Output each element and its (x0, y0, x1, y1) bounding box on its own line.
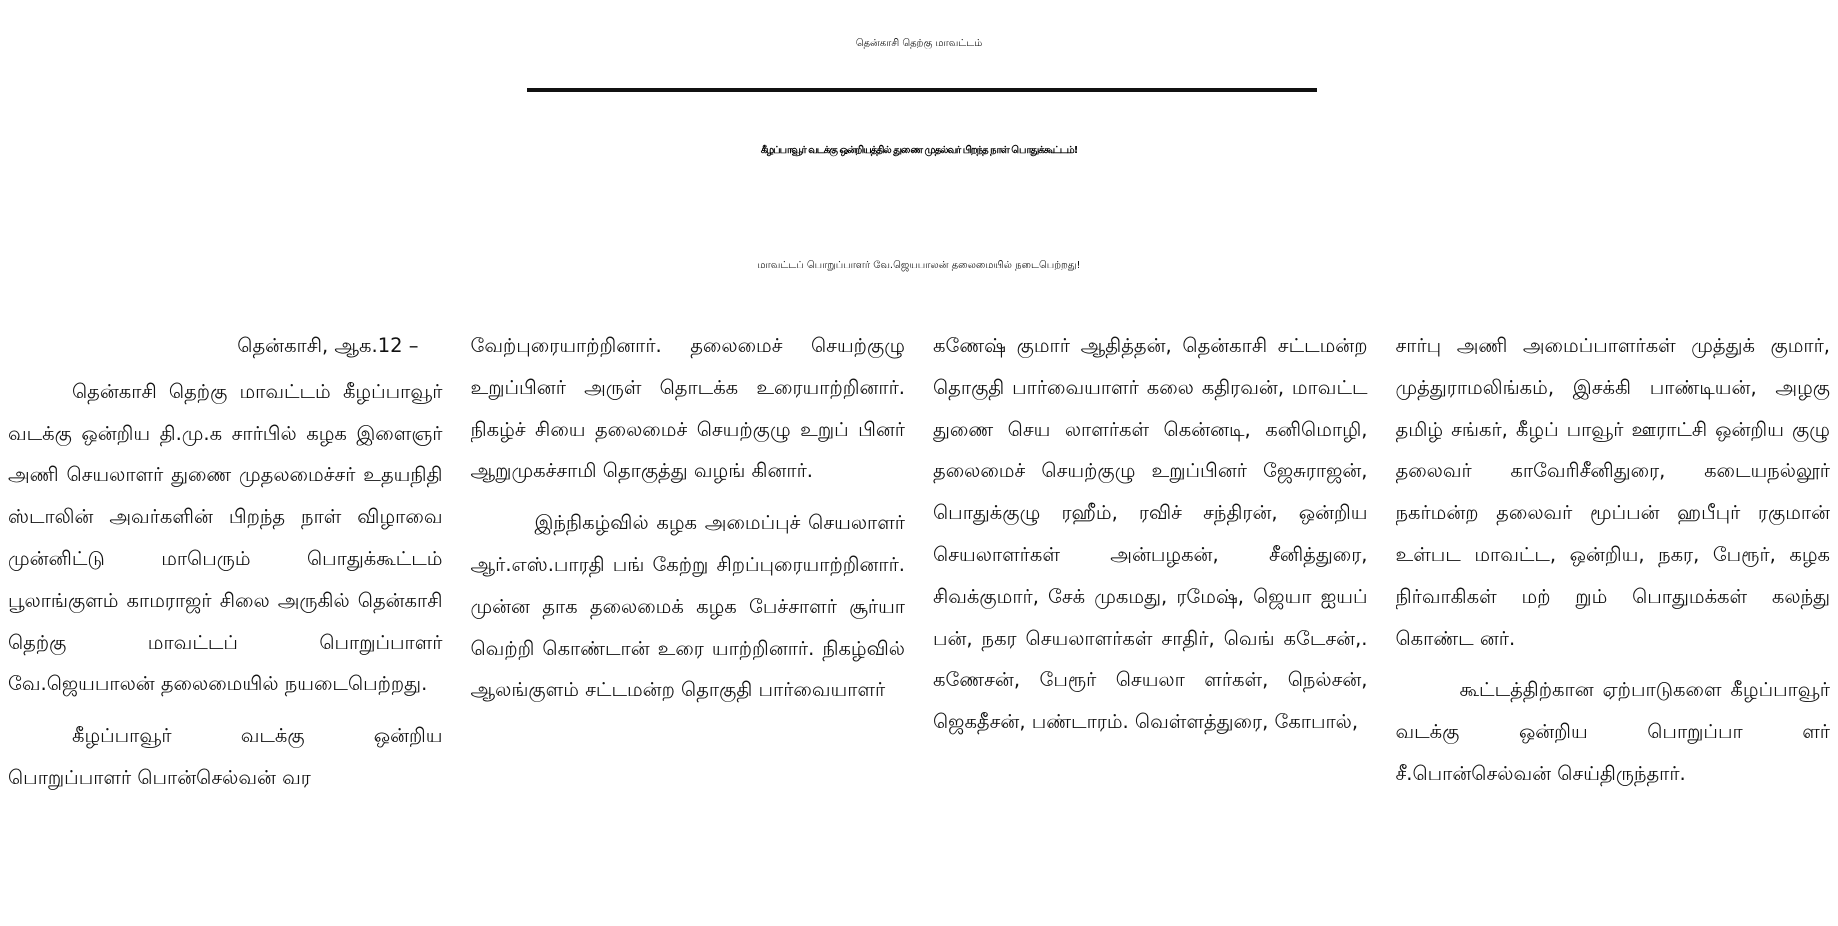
article-body (8, 325, 1830, 923)
kicker-underline (527, 88, 1317, 92)
column-1 (8, 325, 443, 923)
subheadline: மாவட்டப் பொறுப்பாளர் வே.ஜெயபாலன் தலைமையில் நடைபெற்றது! (757, 260, 1081, 271)
paragraph: கணேஷ் குமார் ஆதித்தன், தென்காசி சட்டமன்ற தொகுதி பார்வையாளர் கலை கதிரவன், மாவட்ட துணை செய லாளர்கள் கென்னடி, கனிமொழி, தலைமைச் செயற்குழு உறுப்பினர் ஜேசுராஜன், பொதுக்குழு ரஹீம், ரவிச் சந்திரன், ஒன்றிய செயலாளர்கள் அன்பழகன், சீனித்துரை, சிவக்குமார், சேக் முகமது, ரமேஷ், ஜெயா ஐயப் பன், நகர செயலாளர்கள் சாதிர், வெங் கடேசன்,. கணேசன், பேரூர் செயலா ளர்கள், நெல்சன், ஜெகதீசன், பண்டாரம். வெள்ளத்துரை, கோபால், (933, 334, 1368, 734)
section-kicker: தென்காசி தெற்கு மாவட்டம் (855, 38, 983, 49)
paragraph: வேற்புரையாற்றினார். தலைமைச் செயற்குழு உறுப்பினர் அருள் தொடக்க உரையாற்றினார். நிகழ்ச் சியை தலைமைச் செயற்குழு உறுப் பினர் ஆறுமுகச்சாமி தொகுத்து வழங் கினார். (470, 334, 905, 483)
paragraph: கீழப்பாவூர் வடக்கு ஒன்றிய பொறுப்பாளர் பொன்செல்வன் வர (8, 724, 443, 789)
paragraph: தென்காசி தெற்கு மாவட்டம் கீழப்பாவூர் வடக்கு ஒன்றிய தி.மு.க சார்பில் கழக இளைஞர் அணி செயலாளர் துணை முதலமைச்சர் உதயநிதி ஸ்டாலின் அவர்களின் பிறந்த நாள் விழாவை முன்னிட்டு மாபெரும் பொதுக்கூட்டம் பூலாங்குளம் காமராஜர் சிலை அருகில் தென்காசி தெற்கு மாவட்டப் பொறுப்பாளர் வே.ஜெயபாலன் தலைமையில் நயடைபெற்றது. (8, 379, 443, 696)
headline: கீழப்பாவூர் வடக்கு ஒன்றியத்தில் துணை முதல்வர் பிறந்த நாள் பொதுக்கூட்டம்! (760, 145, 1078, 156)
paragraph: இந்நிகழ்வில் கழக அமைப்புச் செயலாளர் ஆர்.எஸ்.பாரதி பங் கேற்று சிறப்புரையாற்றினார். முன்ன தாக தலைமைக் கழக பேச்சாளர் சூர்யா வெற்றி கொண்டான் உரை யாற்றினார். நிகழ்வில் ஆலங்குளம் சட்டமன்ற தொகுதி பார்வையாளர் (470, 511, 905, 702)
paragraph: சார்பு அணி அமைப்பாளர்கள் முத்துக் குமார், முத்துராமலிங்கம், இசக்கி பாண்டியன், அழகு தமிழ் சங்கர், கீழப் பாவூர் ஊராட்சி ஒன்றிய குழு தலைவர் காவேரிசீனிதுரை, கடையநல்லூர் நகர்மன்ற தலைவர் மூப்பன் ஹபீபுர் ரகுமான் உள்பட மாவட்ட, ஒன்றிய, நகர, பேரூர், கழக நிர்வாகிகள் மற் றும் பொதுமக்கள் கலந்து கொண்ட னர். (1395, 334, 1830, 650)
column-2 (471, 325, 906, 923)
column-4 (1396, 325, 1831, 923)
dateline: தென்காசி, ஆக.12 – (237, 334, 419, 357)
column-3 (933, 325, 1368, 923)
paragraph: கூட்டத்திற்கான ஏற்பாடுகளை கீழப்பாவூர் வடக்கு ஒன்றிய பொறுப்பா ளர் சீ.பொன்செல்வன் செய்திருந்தார். (1395, 678, 1830, 785)
